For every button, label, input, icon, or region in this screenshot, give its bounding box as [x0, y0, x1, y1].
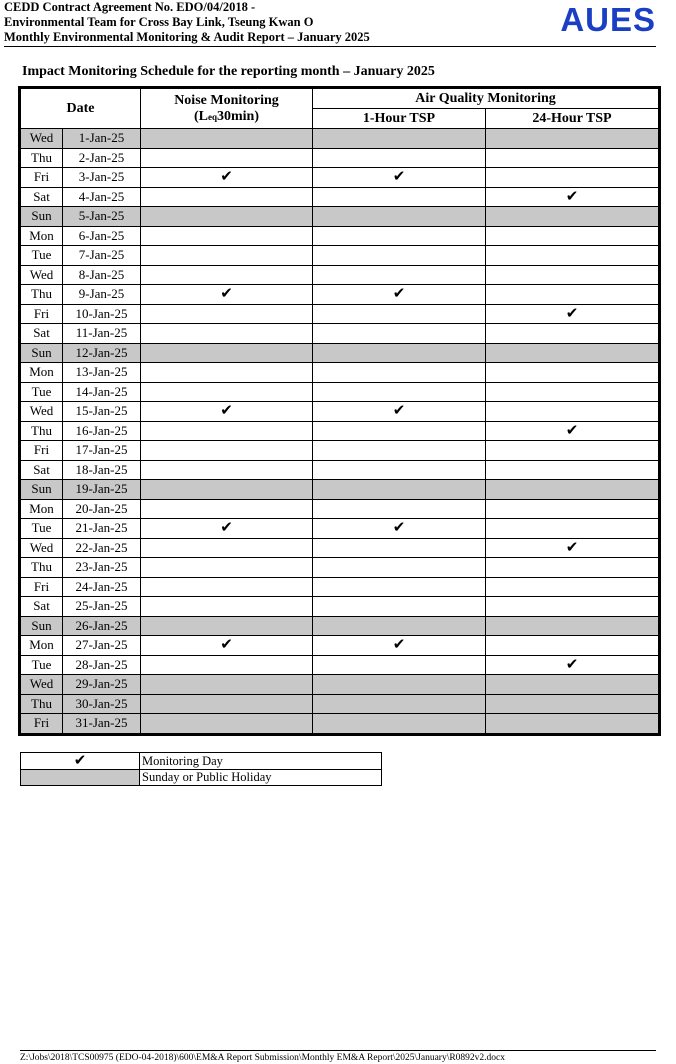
date-cell: 27-Jan-25 — [63, 636, 141, 656]
noise-cell — [141, 714, 313, 734]
day-cell: Thu — [21, 558, 63, 578]
tsp1-cell — [313, 363, 486, 383]
tsp24-cell — [486, 265, 659, 285]
schedule-row — [21, 616, 659, 636]
tsp24-cell — [486, 187, 659, 207]
noise-cell — [141, 616, 313, 636]
date-cell: 13-Jan-25 — [63, 363, 141, 383]
day-cell: Sat — [21, 460, 63, 480]
schedule-row — [21, 460, 659, 480]
tsp24-cell — [486, 714, 659, 734]
tsp1-cell — [313, 285, 486, 305]
check-icon: ✔ — [392, 167, 406, 186]
date-cell: 30-Jan-25 — [63, 694, 141, 714]
date-cell: 19-Jan-25 — [63, 480, 141, 500]
date-cell: 3-Jan-25 — [63, 168, 141, 188]
date-cell: 11-Jan-25 — [63, 324, 141, 344]
legend-monitoring-label: Monitoring Day — [140, 753, 382, 770]
tsp1-cell — [313, 558, 486, 578]
day-cell: Fri — [21, 168, 63, 188]
noise-cell — [141, 304, 313, 324]
tsp1-cell — [313, 402, 486, 422]
schedule-row — [21, 499, 659, 519]
schedule-row — [21, 402, 659, 422]
check-icon: ✔ — [565, 304, 579, 322]
schedule-row — [21, 226, 659, 246]
tsp-24hour-header: 24-Hour TSP — [486, 109, 659, 129]
schedule-row — [21, 285, 659, 305]
schedule-row — [21, 421, 659, 441]
date-cell: 1-Jan-25 — [63, 129, 141, 149]
schedule-row — [21, 187, 659, 207]
date-cell: 26-Jan-25 — [63, 616, 141, 636]
day-cell: Wed — [21, 402, 63, 422]
noise-cell — [141, 402, 313, 422]
day-cell: Tue — [21, 655, 63, 675]
check-icon: ✔ — [220, 518, 233, 537]
tsp1-cell — [313, 519, 486, 539]
tsp24-cell — [486, 246, 659, 266]
schedule-row — [21, 675, 659, 695]
day-cell: Wed — [21, 129, 63, 149]
noise-cell — [141, 363, 313, 383]
noise-cell — [141, 441, 313, 461]
noise-cell — [141, 499, 313, 519]
schedule-row — [21, 363, 659, 383]
date-column-header: Date — [21, 89, 141, 129]
noise-unit-suffix: 30min) — [217, 108, 259, 124]
tsp1-cell — [313, 577, 486, 597]
schedule-row — [21, 441, 659, 461]
date-cell: 23-Jan-25 — [63, 558, 141, 578]
date-cell: 20-Jan-25 — [63, 499, 141, 519]
legend-tick-cell — [21, 753, 140, 770]
date-cell: 15-Jan-25 — [63, 402, 141, 422]
tsp24-cell — [486, 304, 659, 324]
day-cell: Sun — [21, 343, 63, 363]
tsp1-cell — [313, 148, 486, 168]
schedule-row — [21, 558, 659, 578]
tsp24-cell — [486, 480, 659, 500]
noise-cell — [141, 480, 313, 500]
schedule-row — [21, 343, 659, 363]
tsp1-cell — [313, 480, 486, 500]
day-cell: Fri — [21, 577, 63, 597]
date-cell: 17-Jan-25 — [63, 441, 141, 461]
day-cell: Fri — [21, 304, 63, 324]
check-icon: ✔ — [220, 284, 233, 303]
schedule-title: Impact Monitoring Schedule for the reporting month – January 2025 — [22, 64, 435, 79]
day-cell: Sat — [21, 597, 63, 617]
noise-cell — [141, 246, 313, 266]
tsp1-cell — [313, 246, 486, 266]
date-cell: 5-Jan-25 — [63, 207, 141, 227]
date-cell: 31-Jan-25 — [63, 714, 141, 734]
day-cell: Thu — [21, 421, 63, 441]
tsp24-cell — [486, 207, 659, 227]
day-cell: Sun — [21, 480, 63, 500]
tsp24-cell — [486, 148, 659, 168]
legend-holiday-label: Sunday or Public Holiday — [140, 770, 382, 786]
tsp1-cell — [313, 343, 486, 363]
tsp24-cell — [486, 675, 659, 695]
date-cell: 14-Jan-25 — [63, 382, 141, 402]
noise-cell — [141, 519, 313, 539]
day-cell: Mon — [21, 499, 63, 519]
legend-row-holiday — [21, 770, 382, 786]
check-icon: ✔ — [392, 635, 406, 654]
date-cell: 10-Jan-25 — [63, 304, 141, 324]
check-icon: ✔ — [565, 655, 579, 673]
tsp24-cell — [486, 558, 659, 578]
day-cell: Thu — [21, 148, 63, 168]
tsp1-cell — [313, 655, 486, 675]
date-cell: 16-Jan-25 — [63, 421, 141, 441]
tsp1-cell — [313, 499, 486, 519]
check-icon: ✔ — [565, 538, 579, 556]
day-cell: Mon — [21, 226, 63, 246]
tsp1-cell — [313, 538, 486, 558]
tsp24-cell — [486, 694, 659, 714]
file-path-footer: Z:\Jobs\2018\TCS00975 (EDO-04-2018)\600\EM&A Report Submission\Monthly EM&A Report\2025\January\R0892v2.docx — [20, 1050, 656, 1063]
day-cell: Mon — [21, 363, 63, 383]
tsp24-cell — [486, 285, 659, 305]
date-cell: 28-Jan-25 — [63, 655, 141, 675]
tsp24-cell — [486, 363, 659, 383]
noise-cell — [141, 577, 313, 597]
check-icon: ✔ — [392, 401, 406, 420]
date-cell: 2-Jan-25 — [63, 148, 141, 168]
tsp1-cell — [313, 460, 486, 480]
schedule-row — [21, 519, 659, 539]
noise-cell — [141, 148, 313, 168]
day-cell: Thu — [21, 285, 63, 305]
noise-cell — [141, 421, 313, 441]
date-cell: 9-Jan-25 — [63, 285, 141, 305]
noise-cell — [141, 168, 313, 188]
schedule-row — [21, 265, 659, 285]
date-cell: 4-Jan-25 — [63, 187, 141, 207]
tsp1-cell — [313, 441, 486, 461]
day-cell: Sat — [21, 324, 63, 344]
tsp24-cell — [486, 324, 659, 344]
noise-cell — [141, 324, 313, 344]
schedule-row — [21, 382, 659, 402]
noise-cell — [141, 597, 313, 617]
date-cell: 21-Jan-25 — [63, 519, 141, 539]
noise-cell — [141, 226, 313, 246]
check-icon: ✔ — [565, 187, 579, 205]
aues-logo: AUES — [560, 1, 656, 38]
tsp1-cell — [313, 675, 486, 695]
noise-cell — [141, 187, 313, 207]
date-cell: 22-Jan-25 — [63, 538, 141, 558]
check-icon: ✔ — [220, 167, 233, 186]
noise-unit-prefix: (L — [194, 108, 208, 124]
tsp24-cell — [486, 636, 659, 656]
day-cell: Sun — [21, 616, 63, 636]
day-cell: Tue — [21, 246, 63, 266]
check-icon: ✔ — [220, 401, 233, 420]
noise-unit-subscript: eq — [208, 111, 217, 122]
tsp24-cell — [486, 343, 659, 363]
noise-cell — [141, 343, 313, 363]
date-cell: 25-Jan-25 — [63, 597, 141, 617]
schedule-row — [21, 304, 659, 324]
air-quality-header: Air Quality Monitoring — [313, 89, 659, 109]
noise-cell — [141, 382, 313, 402]
noise-cell — [141, 558, 313, 578]
tsp1-cell — [313, 597, 486, 617]
day-cell: Wed — [21, 538, 63, 558]
legend-table — [20, 752, 382, 786]
tsp24-cell — [486, 655, 659, 675]
check-icon: ✔ — [392, 518, 406, 537]
tsp24-cell — [486, 168, 659, 188]
day-cell: Wed — [21, 675, 63, 695]
check-icon: ✔ — [73, 751, 87, 769]
day-cell: Sat — [21, 187, 63, 207]
noise-cell — [141, 636, 313, 656]
header-report-line: Monthly Environmental Monitoring & Audit Report – January 2025 — [4, 30, 370, 44]
date-cell: 6-Jan-25 — [63, 226, 141, 246]
schedule-row — [21, 577, 659, 597]
date-cell: 29-Jan-25 — [63, 675, 141, 695]
monitoring-schedule-table — [20, 88, 659, 734]
check-icon: ✔ — [565, 421, 579, 439]
noise-header-title: Noise Monitoring — [174, 92, 279, 108]
tsp1-cell — [313, 382, 486, 402]
tsp24-cell — [486, 577, 659, 597]
schedule-row — [21, 597, 659, 617]
tsp24-cell — [486, 519, 659, 539]
tsp1-cell — [313, 129, 486, 149]
tsp24-cell — [486, 597, 659, 617]
day-cell: Sun — [21, 207, 63, 227]
schedule-row — [21, 480, 659, 500]
schedule-row — [21, 148, 659, 168]
tsp1-cell — [313, 616, 486, 636]
tsp1-cell — [313, 265, 486, 285]
tsp24-cell — [486, 441, 659, 461]
noise-cell — [141, 538, 313, 558]
schedule-row — [21, 636, 659, 656]
tsp1-cell — [313, 324, 486, 344]
day-cell: Mon — [21, 636, 63, 656]
tsp1-cell — [313, 694, 486, 714]
header-contract-line: CEDD Contract Agreement No. EDO/04/2018 - — [4, 0, 256, 14]
tsp1-cell — [313, 714, 486, 734]
noise-cell — [141, 129, 313, 149]
noise-cell — [141, 207, 313, 227]
tsp1-cell — [313, 168, 486, 188]
legend-gray-swatch — [21, 770, 140, 786]
tsp24-cell — [486, 460, 659, 480]
schedule-body — [21, 129, 659, 734]
schedule-row — [21, 714, 659, 734]
tsp24-cell — [486, 538, 659, 558]
day-cell: Thu — [21, 694, 63, 714]
check-icon: ✔ — [220, 635, 233, 654]
noise-cell — [141, 655, 313, 675]
tsp1-cell — [313, 226, 486, 246]
noise-cell — [141, 675, 313, 695]
day-cell: Tue — [21, 382, 63, 402]
tsp1-cell — [313, 207, 486, 227]
tsp1-cell — [313, 421, 486, 441]
schedule-row — [21, 207, 659, 227]
noise-cell — [141, 265, 313, 285]
tsp24-cell — [486, 421, 659, 441]
schedule-row — [21, 324, 659, 344]
day-cell: Tue — [21, 519, 63, 539]
noise-cell — [141, 694, 313, 714]
date-cell: 8-Jan-25 — [63, 265, 141, 285]
schedule-row — [21, 168, 659, 188]
day-cell: Wed — [21, 265, 63, 285]
day-cell: Fri — [21, 714, 63, 734]
schedule-row — [21, 655, 659, 675]
date-cell: 24-Jan-25 — [63, 577, 141, 597]
schedule-row — [21, 246, 659, 266]
header-divider — [4, 46, 656, 47]
date-cell: 7-Jan-25 — [63, 246, 141, 266]
legend-row-monitoring — [21, 753, 382, 770]
date-cell: 18-Jan-25 — [63, 460, 141, 480]
noise-monitoring-header — [141, 89, 313, 129]
noise-header-unit — [141, 109, 312, 125]
date-cell: 12-Jan-25 — [63, 343, 141, 363]
tsp1-cell — [313, 187, 486, 207]
page-header — [4, 0, 656, 48]
tsp24-cell — [486, 226, 659, 246]
noise-cell — [141, 285, 313, 305]
tsp24-cell — [486, 402, 659, 422]
tsp1-cell — [313, 304, 486, 324]
tsp-1hour-header: 1-Hour TSP — [313, 109, 486, 129]
schedule-row — [21, 129, 659, 149]
schedule-row — [21, 538, 659, 558]
tsp24-cell — [486, 382, 659, 402]
noise-cell — [141, 460, 313, 480]
tsp24-cell — [486, 499, 659, 519]
tsp1-cell — [313, 636, 486, 656]
tsp24-cell — [486, 616, 659, 636]
day-cell: Fri — [21, 441, 63, 461]
schedule-row — [21, 694, 659, 714]
header-team-line: Environmental Team for Cross Bay Link, Tseung Kwan O — [4, 15, 314, 29]
check-icon: ✔ — [392, 284, 406, 303]
tsp24-cell — [486, 129, 659, 149]
